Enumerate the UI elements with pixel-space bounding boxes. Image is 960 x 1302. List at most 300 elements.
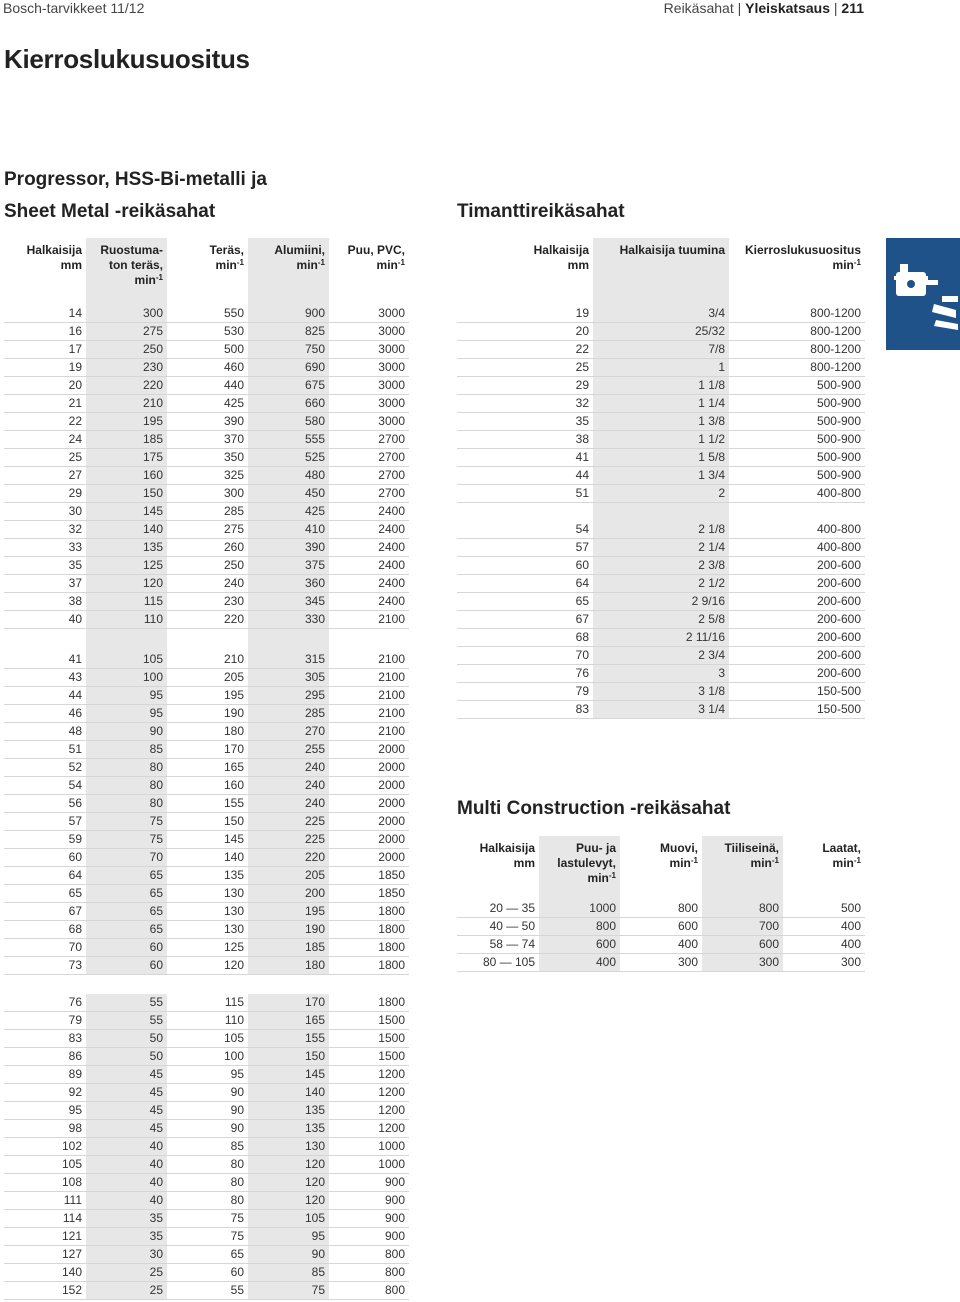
table-cell: 390 — [167, 413, 248, 431]
table-cell: 190 — [248, 921, 329, 939]
table-gap-cell — [4, 629, 86, 652]
table-cell: 41 — [457, 449, 593, 467]
col-header-brick: Tiiliseinä, $\min^{-1}$ — [702, 836, 783, 900]
table-cell: 95 — [86, 705, 167, 723]
table-cell: 121 — [4, 1228, 86, 1246]
progressor-row — [4, 467, 409, 485]
table-cell: 130 — [167, 903, 248, 921]
table-cell: 45 — [86, 1102, 167, 1120]
table-cell: 45 — [86, 1066, 167, 1084]
table-cell: 425 — [248, 503, 329, 521]
table-cell: 195 — [167, 687, 248, 705]
table-cell: 285 — [167, 503, 248, 521]
progressor-row — [4, 921, 409, 939]
table-cell: 360 — [248, 575, 329, 593]
table-cell: 85 — [86, 741, 167, 759]
diamond-row — [457, 665, 865, 683]
progressor-row — [4, 849, 409, 867]
table-cell: 1800 — [329, 994, 409, 1012]
table-cell: 85 — [248, 1264, 329, 1282]
table-cell: 660 — [248, 395, 329, 413]
progressor-row — [4, 831, 409, 849]
diamond-row — [457, 521, 865, 539]
progressor-row — [4, 395, 409, 413]
progressor-row — [4, 503, 409, 521]
table-cell: 440 — [167, 377, 248, 395]
table-cell: 160 — [167, 777, 248, 795]
table-cell: 195 — [86, 413, 167, 431]
table-cell: 150 — [167, 813, 248, 831]
table-cell: 900 — [329, 1192, 409, 1210]
table-cell: 800 — [329, 1246, 409, 1264]
table-cell: 240 — [248, 795, 329, 813]
table-cell: 90 — [167, 1084, 248, 1102]
table-cell: 1000 — [329, 1138, 409, 1156]
table-cell: 75 — [248, 1282, 329, 1300]
table-cell: 2 1/8 — [593, 521, 729, 539]
table-cell: 160 — [86, 467, 167, 485]
table-cell: 125 — [86, 557, 167, 575]
diamond-row — [457, 431, 865, 449]
table-cell: 250 — [167, 557, 248, 575]
table-cell: 67 — [4, 903, 86, 921]
table-cell: 3000 — [329, 341, 409, 359]
table-cell: 2100 — [329, 611, 409, 629]
table-cell: 80 — [86, 777, 167, 795]
table-cell: 89 — [4, 1066, 86, 1084]
table-cell: 325 — [167, 467, 248, 485]
table-cell: 300 — [620, 954, 702, 972]
multi-row — [457, 936, 865, 954]
table-cell: 70 — [4, 939, 86, 957]
holesaw-drill-icon — [886, 238, 960, 350]
table-cell: 3000 — [329, 395, 409, 413]
col-header-wood-chipboard: Puu- ja lastulevyt, $\min^{-1}$ — [539, 836, 620, 900]
table-cell: 90 — [248, 1246, 329, 1264]
table-cell: 500-900 — [729, 377, 865, 395]
table-cell: 70 — [457, 647, 593, 665]
table-cell: 60 — [86, 939, 167, 957]
table-gap-cell — [86, 629, 167, 652]
table-cell: 90 — [167, 1120, 248, 1138]
table-cell: 1500 — [329, 1012, 409, 1030]
table-cell: 200 — [248, 885, 329, 903]
progressor-row — [4, 705, 409, 723]
table-cell: 295 — [248, 687, 329, 705]
table-cell: 255 — [248, 741, 329, 759]
table-cell: 1200 — [329, 1066, 409, 1084]
table-cell: 2000 — [329, 831, 409, 849]
table-cell: 350 — [167, 449, 248, 467]
progressor-row — [4, 885, 409, 903]
table-cell: 400 — [620, 936, 702, 954]
table-cell: 65 — [86, 903, 167, 921]
table-cell: 2100 — [329, 687, 409, 705]
table-cell: 65 — [167, 1246, 248, 1264]
table-cell: 19 — [4, 359, 86, 377]
table-cell: 580 — [248, 413, 329, 431]
table-cell: 83 — [457, 701, 593, 719]
table-cell: 80 — 105 — [457, 954, 539, 972]
table-cell: 127 — [4, 1246, 86, 1264]
diamond-row — [457, 341, 865, 359]
diamond-row — [457, 647, 865, 665]
table-gap-row — [4, 629, 409, 652]
progressor-row — [4, 903, 409, 921]
table-cell: 25 — [4, 449, 86, 467]
table-cell: 225 — [248, 831, 329, 849]
table-cell: 65 — [86, 921, 167, 939]
table-cell: 285 — [248, 705, 329, 723]
table-cell: 140 — [167, 849, 248, 867]
diamond-row — [457, 629, 865, 647]
table-cell: 76 — [457, 665, 593, 683]
table-cell: 1800 — [329, 903, 409, 921]
table-cell: 83 — [4, 1030, 86, 1048]
table-cell: 85 — [167, 1138, 248, 1156]
table-gap-cell — [329, 629, 409, 652]
table-cell: 195 — [248, 903, 329, 921]
table-cell: 19 — [457, 305, 593, 323]
table-cell: 260 — [167, 539, 248, 557]
col-header-diameter: Halkaisija mm — [479, 841, 535, 870]
table-cell: 58 — 74 — [457, 936, 539, 954]
table-cell: 135 — [167, 867, 248, 885]
table-cell: 75 — [86, 813, 167, 831]
table-cell: 225 — [248, 813, 329, 831]
table-cell: 220 — [248, 849, 329, 867]
table-cell: 2000 — [329, 777, 409, 795]
table-cell: 20 — [457, 323, 593, 341]
table-cell: 130 — [167, 921, 248, 939]
table-gap-cell — [248, 629, 329, 652]
table-cell: 3 1/4 — [593, 701, 729, 719]
table-cell: 75 — [167, 1228, 248, 1246]
table-cell: 25 — [86, 1282, 167, 1300]
progressor-row — [4, 741, 409, 759]
table-cell: 80 — [167, 1192, 248, 1210]
table-cell: 50 — [86, 1048, 167, 1066]
table-cell: 3000 — [329, 323, 409, 341]
table-cell: 140 — [248, 1084, 329, 1102]
table-cell: 2100 — [329, 705, 409, 723]
diamond-row — [457, 305, 865, 323]
table-cell: 3/4 — [593, 305, 729, 323]
col-header-diameter: Halkaisija mm — [26, 243, 82, 272]
table-cell: 2400 — [329, 503, 409, 521]
table-cell: 130 — [167, 885, 248, 903]
table-cell: 35 — [86, 1228, 167, 1246]
table-cell: 600 — [702, 936, 783, 954]
table-cell: 40 — [86, 1156, 167, 1174]
table-cell: 230 — [167, 593, 248, 611]
table-cell: 1800 — [329, 921, 409, 939]
table-cell: 500-900 — [729, 449, 865, 467]
table-cell: 2 3/4 — [593, 647, 729, 665]
table-cell: 600 — [620, 918, 702, 936]
table-cell: 170 — [248, 994, 329, 1012]
table-cell: 250 — [86, 341, 167, 359]
progressor-row — [4, 1246, 409, 1264]
col-header-diameter-mm: Halkaisija mm — [533, 243, 589, 272]
table-cell: 7/8 — [593, 341, 729, 359]
table-cell: 1 1/4 — [593, 395, 729, 413]
table-cell: 525 — [248, 449, 329, 467]
table-cell: 35 — [4, 557, 86, 575]
table-cell: 210 — [86, 395, 167, 413]
table-cell: 38 — [457, 431, 593, 449]
page-number: 211 — [841, 0, 864, 16]
table-cell: 45 — [86, 1120, 167, 1138]
table-cell: 900 — [248, 305, 329, 323]
table-cell: 32 — [457, 395, 593, 413]
table-cell: 40 — 50 — [457, 918, 539, 936]
table-cell: 51 — [457, 485, 593, 503]
table-cell: 29 — [4, 485, 86, 503]
table-gap-cell — [593, 503, 729, 522]
table-cell: 68 — [457, 629, 593, 647]
table-cell: 80 — [167, 1174, 248, 1192]
table-cell: 200-600 — [729, 575, 865, 593]
table-cell: 800 — [329, 1264, 409, 1282]
table-cell: 75 — [167, 1210, 248, 1228]
progressor-row — [4, 557, 409, 575]
table-cell: 200-600 — [729, 665, 865, 683]
table-cell: 65 — [86, 867, 167, 885]
progressor-row — [4, 359, 409, 377]
progressor-row — [4, 413, 409, 431]
table-cell: 33 — [4, 539, 86, 557]
progressor-row — [4, 1174, 409, 1192]
table-cell: 400-800 — [729, 539, 865, 557]
progressor-row — [4, 1048, 409, 1066]
table-cell: 2700 — [329, 449, 409, 467]
table-cell: 2 1/4 — [593, 539, 729, 557]
multi-table — [457, 836, 865, 972]
table-cell: 2700 — [329, 431, 409, 449]
table-cell: 67 — [457, 611, 593, 629]
table-cell: 1 — [593, 359, 729, 377]
progressor-row — [4, 377, 409, 395]
diamond-row — [457, 611, 865, 629]
table-cell: 150 — [248, 1048, 329, 1066]
table-cell: 30 — [4, 503, 86, 521]
progressor-row — [4, 1120, 409, 1138]
table-cell: 108 — [4, 1174, 86, 1192]
table-cell: 73 — [4, 957, 86, 975]
table-cell: 75 — [86, 831, 167, 849]
table-cell: 800 — [702, 900, 783, 918]
table-cell: 25/32 — [593, 323, 729, 341]
col-header-stainless: Ruostuma- ton teräs, $\min^{-1}$ — [86, 238, 167, 305]
table-cell: 210 — [167, 651, 248, 669]
table-cell: 1200 — [329, 1120, 409, 1138]
table-cell: 825 — [248, 323, 329, 341]
table-cell: 95 — [86, 687, 167, 705]
progressor-row — [4, 777, 409, 795]
progressor-table — [4, 238, 409, 975]
progressor-row — [4, 687, 409, 705]
table-cell: 98 — [4, 1120, 86, 1138]
table-cell: 2000 — [329, 759, 409, 777]
table-cell: 700 — [702, 918, 783, 936]
table-cell: 200-600 — [729, 629, 865, 647]
progressor-row — [4, 431, 409, 449]
table-cell: 2100 — [329, 723, 409, 741]
progressor-row — [4, 867, 409, 885]
table-cell: 1 3/8 — [593, 413, 729, 431]
table-cell: 45 — [86, 1084, 167, 1102]
table-cell: 300 — [783, 954, 865, 972]
table-cell: 1500 — [329, 1048, 409, 1066]
table-cell: 300 — [702, 954, 783, 972]
table-cell: 35 — [457, 413, 593, 431]
table-cell: 64 — [457, 575, 593, 593]
table-cell: 51 — [4, 741, 86, 759]
table-cell: 1800 — [329, 957, 409, 975]
table-cell: 1 5/8 — [593, 449, 729, 467]
table-cell: 390 — [248, 539, 329, 557]
table-cell: 900 — [329, 1174, 409, 1192]
progressor-row — [4, 813, 409, 831]
table-cell: 54 — [4, 777, 86, 795]
table-cell: 140 — [86, 521, 167, 539]
table-cell: 205 — [167, 669, 248, 687]
table-cell: 110 — [167, 1012, 248, 1030]
table-gap-row — [457, 503, 865, 522]
table-cell: 2 5/8 — [593, 611, 729, 629]
progressor-row — [4, 323, 409, 341]
table-cell: 65 — [86, 885, 167, 903]
diamond-row — [457, 395, 865, 413]
table-cell: 110 — [86, 611, 167, 629]
table-cell: 52 — [4, 759, 86, 777]
table-cell: 30 — [86, 1246, 167, 1264]
table-cell: 1 1/8 — [593, 377, 729, 395]
table-cell: 100 — [86, 669, 167, 687]
table-cell: 750 — [248, 341, 329, 359]
table-cell: 1850 — [329, 885, 409, 903]
table-cell: 57 — [457, 539, 593, 557]
table-cell: 152 — [4, 1282, 86, 1300]
table-cell: 175 — [86, 449, 167, 467]
table-cell: 3000 — [329, 413, 409, 431]
table-cell: 305 — [248, 669, 329, 687]
table-cell: 2 9/16 — [593, 593, 729, 611]
progressor-row — [4, 1012, 409, 1030]
table-cell: 17 — [4, 341, 86, 359]
progressor-row — [4, 1210, 409, 1228]
table-cell: 111 — [4, 1192, 86, 1210]
table-cell: 95 — [248, 1228, 329, 1246]
table-cell: 114 — [4, 1210, 86, 1228]
progressor-row — [4, 759, 409, 777]
table-cell: 155 — [167, 795, 248, 813]
table-cell: 800 — [539, 918, 620, 936]
table-cell: 1000 — [329, 1156, 409, 1174]
table-cell: 370 — [167, 431, 248, 449]
table-cell: 675 — [248, 377, 329, 395]
table-cell: 550 — [167, 305, 248, 323]
table-cell: 37 — [4, 575, 86, 593]
table-cell: 27 — [4, 467, 86, 485]
table-cell: 410 — [248, 521, 329, 539]
table-cell: 54 — [457, 521, 593, 539]
table-cell: 40 — [4, 611, 86, 629]
progressor-row — [4, 1192, 409, 1210]
progressor-row — [4, 957, 409, 975]
table-cell: 2400 — [329, 557, 409, 575]
table-cell: 2100 — [329, 651, 409, 669]
table-cell: 180 — [167, 723, 248, 741]
table-cell: 105 — [86, 651, 167, 669]
diamond-table — [457, 238, 865, 719]
diamond-row — [457, 557, 865, 575]
table-cell: 40 — [86, 1138, 167, 1156]
table-cell: 500-900 — [729, 431, 865, 449]
progressor-row — [4, 611, 409, 629]
diamond-row — [457, 575, 865, 593]
table-cell: 200-600 — [729, 593, 865, 611]
table-cell: 80 — [167, 1156, 248, 1174]
table-cell: 1800 — [329, 939, 409, 957]
progressor-row — [4, 485, 409, 503]
table-cell: 500-900 — [729, 413, 865, 431]
table-cell: 46 — [4, 705, 86, 723]
table-cell: 65 — [457, 593, 593, 611]
col-header-rpm: Kierroslukusuositus $\min^{-1}$ — [744, 243, 861, 272]
table-cell: 32 — [4, 521, 86, 539]
diamond-row — [457, 377, 865, 395]
table-cell: 90 — [167, 1102, 248, 1120]
table-cell: 95 — [167, 1066, 248, 1084]
col-header-aluminium: Alumiini, $\min^{-1}$ — [248, 238, 329, 305]
table-cell: 55 — [86, 994, 167, 1012]
table-cell: 200-600 — [729, 557, 865, 575]
table-cell: 3 — [593, 665, 729, 683]
table-cell: 185 — [86, 431, 167, 449]
table-cell: 48 — [4, 723, 86, 741]
table-cell: 220 — [86, 377, 167, 395]
table-cell: 150-500 — [729, 701, 865, 719]
table-cell: 105 — [167, 1030, 248, 1048]
table-cell: 345 — [248, 593, 329, 611]
progressor-row — [4, 593, 409, 611]
table-cell: 43 — [4, 669, 86, 687]
progressor-row — [4, 1066, 409, 1084]
table-cell: 150 — [86, 485, 167, 503]
table-cell: 200-600 — [729, 611, 865, 629]
table-cell: 800 — [620, 900, 702, 918]
table-cell: 220 — [167, 611, 248, 629]
table-cell: 76 — [4, 994, 86, 1012]
progressor-row — [4, 1030, 409, 1048]
table-cell: 3000 — [329, 359, 409, 377]
diamond-row — [457, 449, 865, 467]
multi-row — [457, 954, 865, 972]
table-cell: 2100 — [329, 669, 409, 687]
table-cell: 275 — [86, 323, 167, 341]
progressor-title-line2: Sheet Metal -reikäsahat — [4, 201, 216, 222]
table-cell: 690 — [248, 359, 329, 377]
table-cell: 2400 — [329, 593, 409, 611]
progressor-row — [4, 994, 409, 1012]
table-cell: 3 1/8 — [593, 683, 729, 701]
diamond-row — [457, 683, 865, 701]
table-cell: 480 — [248, 467, 329, 485]
progressor-row — [4, 341, 409, 359]
diamond-row — [457, 593, 865, 611]
